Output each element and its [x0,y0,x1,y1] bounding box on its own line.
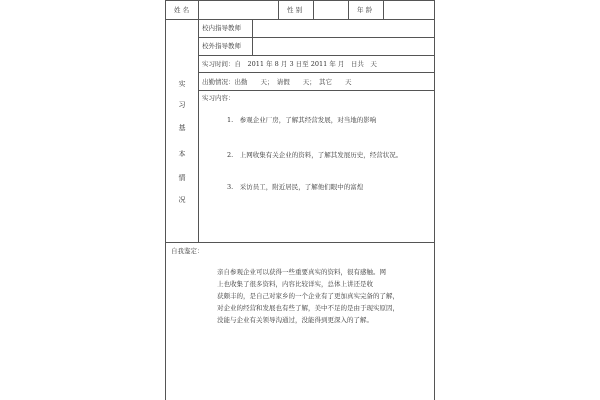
header-divider [313,0,314,19]
content-item: 1. 参观企业厂房，了解其经营发展，对当地的影响 [227,116,377,124]
section-label-char: 情 [178,174,186,182]
section-label-divider [198,19,199,242]
teacher-divider [252,19,253,55]
name-label: 姓 名 [174,6,190,14]
content-label: 实习内容： [202,94,235,102]
header-divider [383,0,384,19]
section-bottom-line [165,242,435,243]
border-right [434,0,435,400]
self-eval-line: 对企业的经营和发展也有些了解，美中不足的是由于现实原因， [217,304,399,312]
content-item: 3. 采访员工，附近居民，了解他们眼中的富煌 [227,183,364,191]
header-divider [348,0,349,19]
self-eval-label: 自我鉴定： [171,247,204,255]
section-label-char: 况 [178,196,186,204]
header-bottom-line [165,19,435,20]
name-value-cell[interactable] [200,2,276,17]
border-left [165,0,166,400]
internship-form [165,0,435,400]
section-label-char: 基 [178,124,186,132]
section-label-char: 本 [178,150,186,158]
row-line [198,90,435,91]
attendance-status: 出勤情况：出勤 天； 请假 天； 其它 天 [202,78,352,86]
gender-value-cell[interactable] [315,2,346,17]
header-divider [198,0,199,19]
row-line [198,37,435,38]
row-line [198,55,435,56]
external-teacher-value-cell[interactable] [254,39,432,53]
internal-teacher-label: 校内指导教师 [202,24,241,32]
header-divider [278,0,279,19]
internship-period: 实习时间：自 2011 年 8 月 3 日至 2011 年 月 日共 天 [202,60,377,68]
external-teacher-label: 校外指导教师 [202,42,241,50]
border-top [165,0,435,1]
age-label: 年 龄 [357,6,373,14]
self-eval-line: 没能与企业有关领导沟通过，没能得到更深入的了解。 [217,316,373,324]
internal-teacher-value-cell[interactable] [254,21,432,35]
row-line [198,72,435,73]
section-label-char: 习 [178,101,186,109]
content-item: 2. 上网收集有关企业的资料，了解其发展历史，经营状况。 [227,151,403,159]
self-eval-line: 获颇丰的，是自己对家乡的一个企业有了更加真实完备的了解， [217,292,399,300]
section-label-char: 实 [178,80,186,88]
gender-label: 性 别 [287,6,303,14]
age-value-cell[interactable] [385,2,432,17]
self-eval-line: 上也收集了很多资料，内容比较详实，总体上讲还是收 [217,280,373,288]
self-eval-line: 亲自参观企业可以获得一些重要真实的资料，很有感触。网 [217,268,386,276]
